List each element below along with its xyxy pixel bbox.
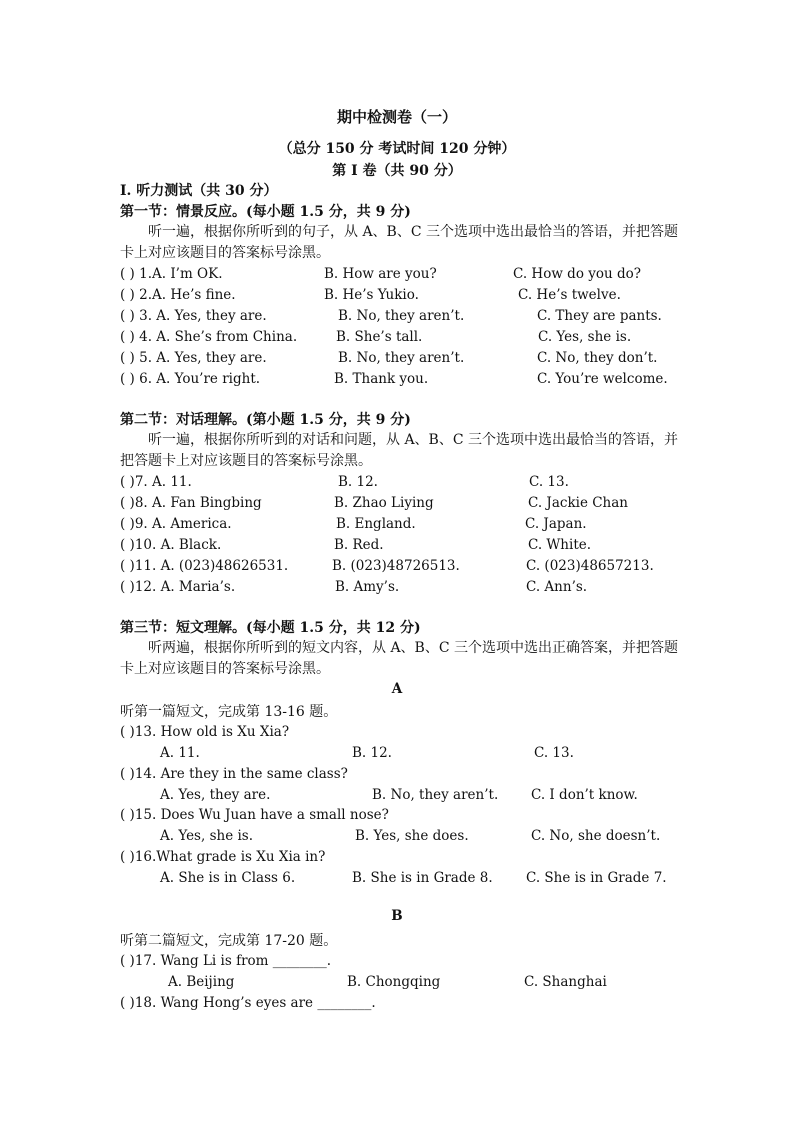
option-b: B. Chongqing	[347, 974, 441, 990]
question-14: ( )14. Are they in the same class?	[120, 766, 348, 782]
option-b: B. (023)48726513.	[332, 558, 460, 574]
question-16: ( )16.What grade is Xu Xia in?	[120, 849, 326, 865]
passage-a-intro: 听第一篇短文，完成第 13-16 题。	[120, 704, 338, 720]
question-17: ( )17. Wang Li is from ________.	[120, 953, 332, 969]
option-c: C. 13.	[534, 745, 574, 761]
option-b: B. Zhao Liying	[334, 495, 434, 511]
question-stem: ( )7. A. 11.	[120, 474, 192, 490]
option-a: A. Beijing	[168, 974, 235, 990]
option-b: B. No, they aren’t.	[338, 308, 465, 324]
option-b: B. He’s Yukio.	[324, 287, 419, 303]
option-b: B. 12.	[352, 745, 392, 761]
question-15: ( )15. Does Wu Juan have a small nose?	[120, 807, 389, 823]
section2-instruction: 听一遍，根据你所听到的对话和问题，从 A、B、C 三个选项中选出最恰当的答语，并把答题卡上对应该题目的答案标号涂黑。	[120, 432, 679, 469]
passage-b-label: B	[391, 908, 403, 924]
part-heading: I. 听力测试（共 30 分）	[120, 183, 278, 199]
volume-heading: 第 I 卷（共 90 分）	[332, 163, 462, 179]
option-b: B. Red.	[334, 537, 384, 553]
option-c: C. You’re welcome.	[537, 371, 668, 387]
question-stem: ( )10. A. Black.	[120, 537, 222, 553]
question-stem: ( ) 6. A. You’re right.	[120, 371, 261, 387]
option-c: C. I don’t know.	[531, 787, 638, 803]
option-b: B. No, they aren’t.	[372, 787, 499, 803]
option-c: C. They are pants.	[537, 308, 662, 324]
option-c: C. No, they don’t.	[537, 350, 658, 366]
option-c: C. Jackie Chan	[528, 495, 628, 511]
option-a: A. 11.	[160, 745, 200, 761]
option-a: A. She is in Class 6.	[160, 870, 296, 886]
option-b: B. She is in Grade 8.	[352, 870, 493, 886]
section1-instruction: 听一遍，根据你所听到的句子，从 A、B、C 三个选项中选出最恰当的答语，并把答题卡上对应该题目的答案标号涂黑。	[120, 224, 679, 261]
passage-b-intro: 听第二篇短文，完成第 17-20 题。	[120, 933, 338, 949]
question-stem: ( ) 1.A. I’m OK.	[120, 266, 223, 282]
option-c: C. Shanghai	[524, 974, 607, 990]
option-c: C. Ann’s.	[526, 579, 588, 595]
exam-meta: （总分 150 分 考试时间 120 分钟）	[278, 141, 516, 157]
page-title: 期中检测卷（一）	[336, 108, 457, 126]
question-18: ( )18. Wang Hong’s eyes are ________.	[120, 995, 376, 1011]
section2-heading: 第二节：对话理解。(第小题 1.5 分，共 9 分)	[120, 412, 411, 428]
question-stem: ( )12. A. Maria’s.	[120, 579, 236, 595]
option-c: C. Japan.	[525, 516, 587, 532]
section1-heading: 第一节：情景反应。(每小题 1.5 分，共 9 分)	[120, 204, 411, 220]
question-stem: ( )11. A. (023)48626531.	[120, 558, 289, 574]
option-c: C. No, she doesn’t.	[531, 828, 661, 844]
option-b: B. No, they aren’t.	[338, 350, 465, 366]
question-stem: ( ) 3. A. Yes, they are.	[120, 308, 267, 324]
option-a: A. Yes, they are.	[160, 787, 271, 803]
option-b: B. She’s tall.	[336, 329, 423, 345]
option-b: B. 12.	[338, 474, 378, 490]
option-b: B. Yes, she does.	[355, 828, 469, 844]
passage-a-label: A	[391, 681, 403, 697]
question-stem: ( )8. A. Fan Bingbing	[120, 495, 262, 511]
option-c: C. 13.	[529, 474, 569, 490]
option-b: B. How are you?	[324, 266, 437, 282]
option-b: B. Thank you.	[334, 371, 429, 387]
option-c: C. (023)48657213.	[526, 558, 654, 574]
question-13: ( )13. How old is Xu Xia?	[120, 724, 290, 740]
option-a: A. Yes, she is.	[160, 828, 254, 844]
section3-instruction: 听两遍，根据你所听到的短文内容，从 A、B、C 三个选项中选出正确答案，并把答题卡上对应该题目的答案标号涂黑。	[120, 640, 679, 677]
option-c: C. Yes, she is.	[538, 329, 632, 345]
option-c: C. How do you do?	[513, 266, 641, 282]
option-c: C. She is in Grade 7.	[526, 870, 667, 886]
section3-heading: 第三节：短文理解。(每小题 1.5 分，共 12 分)	[120, 620, 421, 636]
option-c: C. He’s twelve.	[518, 287, 621, 303]
option-b: B. Amy’s.	[335, 579, 400, 595]
question-stem: ( )9. A. America.	[120, 516, 232, 532]
option-c: C. White.	[528, 537, 592, 553]
option-b: B. England.	[336, 516, 416, 532]
question-stem: ( ) 4. A. She’s from China.	[120, 329, 298, 345]
question-stem: ( ) 5. A. Yes, they are.	[120, 350, 267, 366]
question-stem: ( ) 2.A. He’s fine.	[120, 287, 236, 303]
